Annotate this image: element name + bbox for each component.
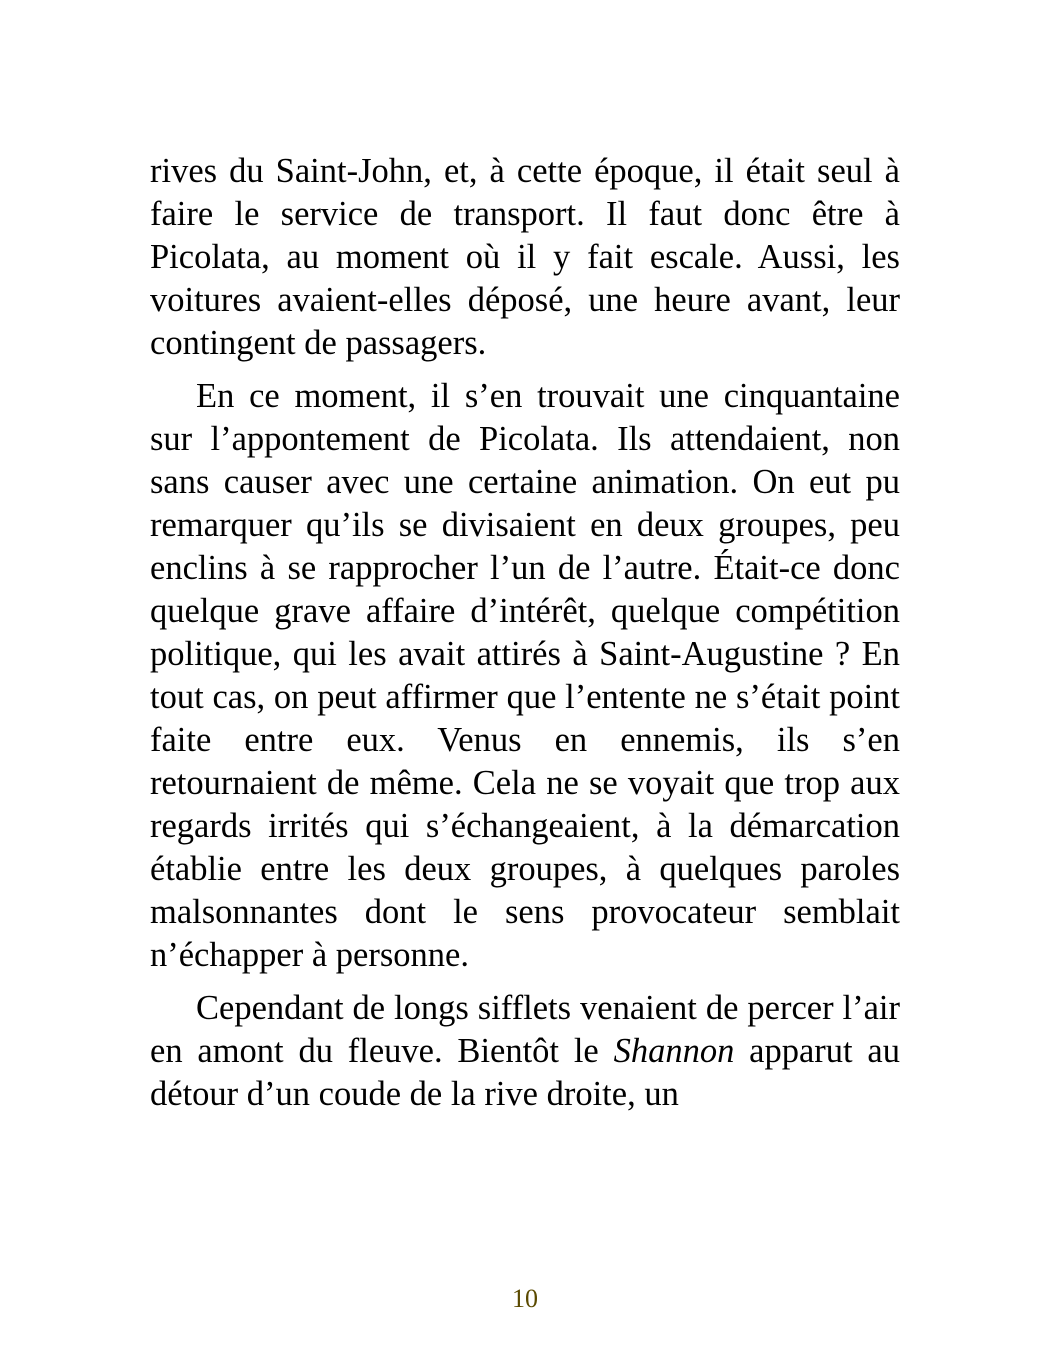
paragraph-2: En ce moment, il s’en trouvait une cinquantaine sur l’appontement de Picolata. Ils attendaient, non sans causer avec une certaine animation. On eut pu remarquer qu’ils se divisaient en deux groupes, peu enclins à se rapprocher l’un de l’autre. Était-ce donc quelque grave affaire d’intérêt, quelque compétition politique, qui les avait attirés à Saint-Augustine ? En tout cas, on peut affirmer que l’entente ne s’était point faite entre eux. Venus en ennemis, ils s’en retournaient de même. Cela ne se voyait que trop aux regards irrités qui s’échangeaient, à la démarcation établie entre les deux groupes, à quelques paroles malsonnantes dont le sens provocateur semblait n’échapper à personne. [150,377,900,974]
paragraph-3-text-after: apparut au détour d’un coude de la rive droite, un [150,1032,900,1113]
paragraph-3-text-before: Cependant de longs sifflets venaient de percer l’air en amont du fleuve. Bientôt le [150,989,900,1070]
paragraph-1: rives du Saint-John, et, à cette époque, il était seul à faire le service de transport. Il faut donc être à Picolata, au moment où il y fait escale. Aussi, les voitures avaient-elles déposé, une heure avant, leur contingent de passagers. [150,152,900,362]
page-number: 10 [512,1284,538,1313]
ship-name-italic: Shannon [613,1032,735,1070]
page-body [150,150,900,1116]
paragraph-3 [150,987,900,1116]
